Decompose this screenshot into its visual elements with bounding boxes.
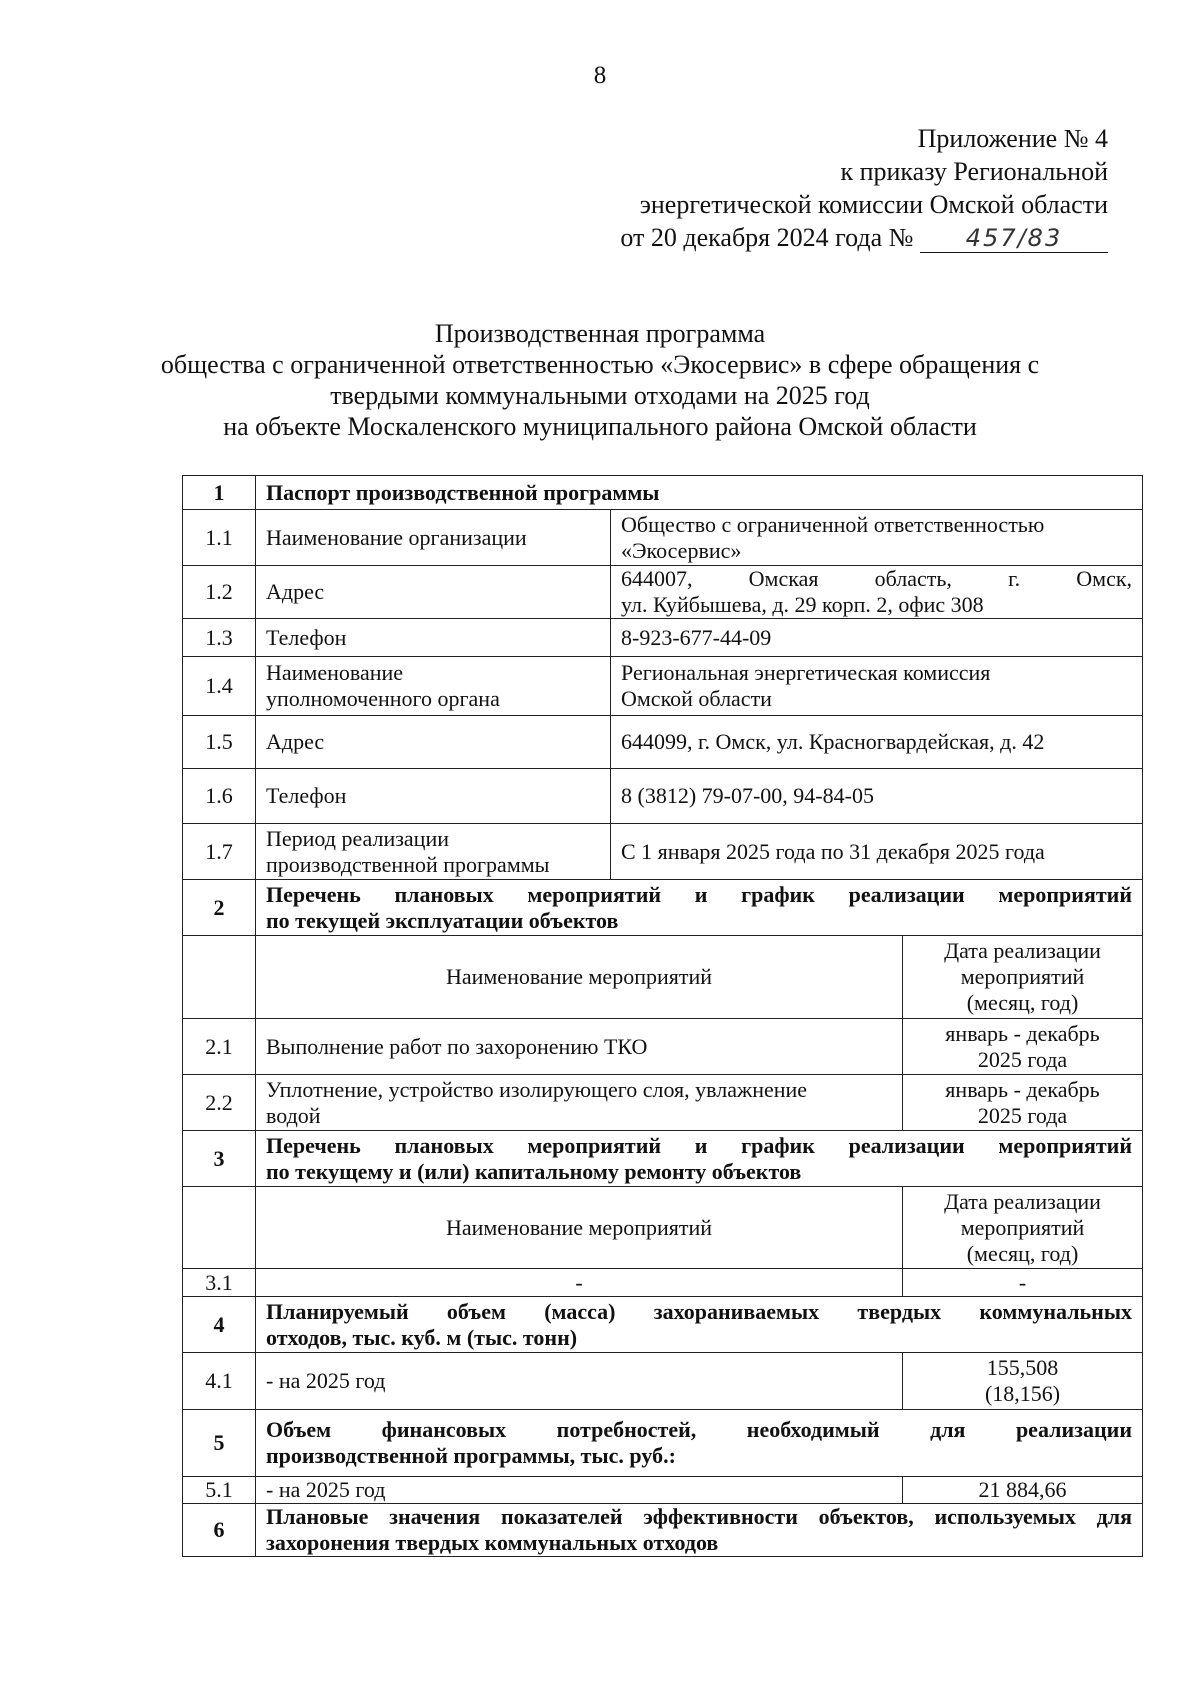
empty-cell	[183, 936, 256, 1019]
date-line: январь - декабрь	[945, 1020, 1100, 1046]
appendix-block	[620, 122, 1108, 254]
section-title-line: захоронения твердых коммунальных отходов	[266, 1530, 719, 1555]
row-number: 2.1	[183, 1019, 256, 1075]
table-row	[183, 566, 1143, 619]
appendix-line-1: Приложение № 4	[917, 124, 1108, 153]
table-row	[183, 1019, 1143, 1075]
row-label: - на 2025 год	[256, 1477, 903, 1504]
program-table	[182, 475, 1143, 1557]
row-value	[611, 566, 1143, 619]
column-header-name: Наименование мероприятий	[256, 936, 903, 1019]
section-title	[256, 1410, 1143, 1477]
label-line: производственной программы	[266, 851, 550, 877]
table-row	[183, 657, 1143, 716]
row-number: 1.3	[183, 619, 256, 657]
table-row	[183, 1353, 1143, 1410]
date-line: 2025 года	[977, 1102, 1068, 1128]
table-row	[183, 1131, 1143, 1187]
row-number: 5.1	[183, 1477, 256, 1504]
section-title-line: Плановые значения показателей эффективности объектов, используемых для	[266, 1504, 1133, 1529]
header-line: Дата реализации	[944, 1188, 1101, 1214]
row-label: Телефон	[256, 619, 611, 657]
appendix-line-2: к приказу Региональной	[840, 157, 1108, 186]
table-row	[183, 1075, 1143, 1131]
label-line: уполномоченного органа	[266, 686, 500, 711]
header-line: мероприятий	[960, 964, 1085, 989]
section-title: Паспорт производственной программы	[256, 476, 1143, 510]
value-line: 644007, Омская область, г. Омск,	[621, 566, 1133, 591]
row-date	[903, 1075, 1143, 1131]
row-value	[611, 510, 1143, 566]
table-row	[183, 1504, 1143, 1557]
header-line: Дата реализации	[944, 938, 1101, 963]
date-line: январь - декабрь	[945, 1076, 1100, 1102]
empty-cell	[183, 1187, 256, 1269]
row-date	[903, 1019, 1143, 1075]
document-title	[0, 318, 1200, 442]
section-number: 3	[183, 1131, 256, 1187]
row-label: Телефон	[256, 769, 611, 824]
section-title-line: производственной программы, тыс. руб.:	[266, 1443, 676, 1468]
row-number: 3.1	[183, 1269, 256, 1297]
table-row	[183, 1477, 1143, 1504]
value-line: Омской области	[621, 686, 772, 711]
table-row	[183, 619, 1143, 657]
row-value	[903, 1353, 1143, 1410]
table-row	[183, 880, 1143, 936]
table-row	[183, 510, 1143, 566]
row-number: 1.1	[183, 510, 256, 566]
label-line: Наименование	[266, 660, 404, 685]
order-date-prefix: от 20 декабря 2024 года №	[620, 223, 914, 252]
section-title	[256, 880, 1143, 936]
section-title	[256, 1131, 1143, 1187]
value-line: Региональная энергетическая комиссия	[621, 660, 991, 685]
value-line: 155,508	[986, 1355, 1059, 1380]
appendix-line-4	[620, 221, 1108, 254]
row-label: Адрес	[256, 716, 611, 769]
column-header-date	[903, 936, 1143, 1019]
row-number: 1.2	[183, 566, 256, 619]
row-label: - на 2025 год	[256, 1353, 903, 1410]
section-number: 5	[183, 1410, 256, 1477]
section-title-line: Перечень плановых мероприятий и график реализации мероприятий	[266, 1132, 1133, 1158]
header-line: (месяц, год)	[966, 990, 1079, 1015]
title-line-3: твердыми коммунальными отходами на 2025 год	[330, 381, 870, 410]
row-number: 1.7	[183, 824, 256, 880]
row-value	[611, 657, 1143, 716]
section-number: 4	[183, 1297, 256, 1353]
section-number: 1	[183, 476, 256, 510]
section-title-line: отходов, тыс. куб. м (тыс. тонн)	[266, 1324, 578, 1350]
row-label: Наименование организации	[256, 510, 611, 566]
row-label: -	[256, 1269, 903, 1297]
row-number: 2.2	[183, 1075, 256, 1131]
section-title	[256, 1504, 1143, 1557]
appendix-line-3: энергетической комиссии Омской области	[639, 190, 1108, 219]
row-label	[256, 1075, 903, 1131]
table-row	[183, 1297, 1143, 1353]
table-row	[183, 769, 1143, 824]
section-title-line: по текущему и (или) капитальному ремонту объектов	[266, 1158, 802, 1184]
row-value: 8 (3812) 79-07-00, 94-84-05	[611, 769, 1143, 824]
table-row	[183, 1269, 1143, 1297]
row-number: 1.6	[183, 769, 256, 824]
table-row	[183, 824, 1143, 880]
title-line-2: общества с ограниченной ответственностью «Экосервис» в сфере обращения с	[160, 350, 1040, 379]
row-number: 1.4	[183, 657, 256, 716]
label-line: Период реализации	[266, 825, 450, 851]
section-title-line: по текущей эксплуатации объектов	[266, 907, 619, 933]
table-row	[183, 936, 1143, 1019]
label-line: Уплотнение, устройство изолирующего слоя, увлажнение	[266, 1076, 808, 1102]
row-value: 8-923-677-44-09	[611, 619, 1143, 657]
section-title-line: Перечень плановых мероприятий и график реализации мероприятий	[266, 881, 1133, 907]
value-line: (18,156)	[984, 1381, 1061, 1406]
handwritten-order-number: 457/83	[920, 224, 1108, 253]
row-number: 1.5	[183, 716, 256, 769]
section-title	[256, 1297, 1143, 1353]
value-line: Общество с ограниченной ответственностью	[621, 511, 1045, 537]
column-header-date	[903, 1187, 1143, 1269]
row-number: 4.1	[183, 1353, 256, 1410]
row-value: 21 884,66	[903, 1477, 1143, 1504]
title-line-1: Производственная программа	[434, 319, 766, 348]
row-label: Адрес	[256, 566, 611, 619]
table-row	[183, 1410, 1143, 1477]
value-line: ул. Куйбышева, д. 29 корп. 2, офис 308	[621, 592, 984, 617]
title-line-4: на объекте Москаленского муниципального района Омской области	[223, 412, 977, 441]
header-line: (месяц, год)	[966, 1240, 1079, 1266]
row-label	[256, 657, 611, 716]
value-line: «Экосервис»	[621, 537, 742, 563]
section-title-line: Планируемый объем (масса) захораниваемых твердых коммунальных	[266, 1298, 1133, 1324]
row-date: -	[903, 1269, 1143, 1297]
row-label: Выполнение работ по захоронению ТКО	[256, 1019, 903, 1075]
header-line: мероприятий	[960, 1214, 1085, 1240]
section-number: 6	[183, 1504, 256, 1557]
table-row	[183, 1187, 1143, 1269]
row-label	[256, 824, 611, 880]
page-number: 8	[593, 62, 607, 89]
label-line: водой	[266, 1102, 321, 1128]
column-header-name: Наименование мероприятий	[256, 1187, 903, 1269]
date-line: 2025 года	[977, 1046, 1068, 1072]
section-number: 2	[183, 880, 256, 936]
row-value: С 1 января 2025 года по 31 декабря 2025 года	[611, 824, 1143, 880]
section-title-line: Объем финансовых потребностей, необходимый для реализации	[266, 1417, 1133, 1442]
row-value: 644099, г. Омск, ул. Красногвардейская, д. 42	[611, 716, 1143, 769]
table-row	[183, 476, 1143, 510]
table-row	[183, 716, 1143, 769]
